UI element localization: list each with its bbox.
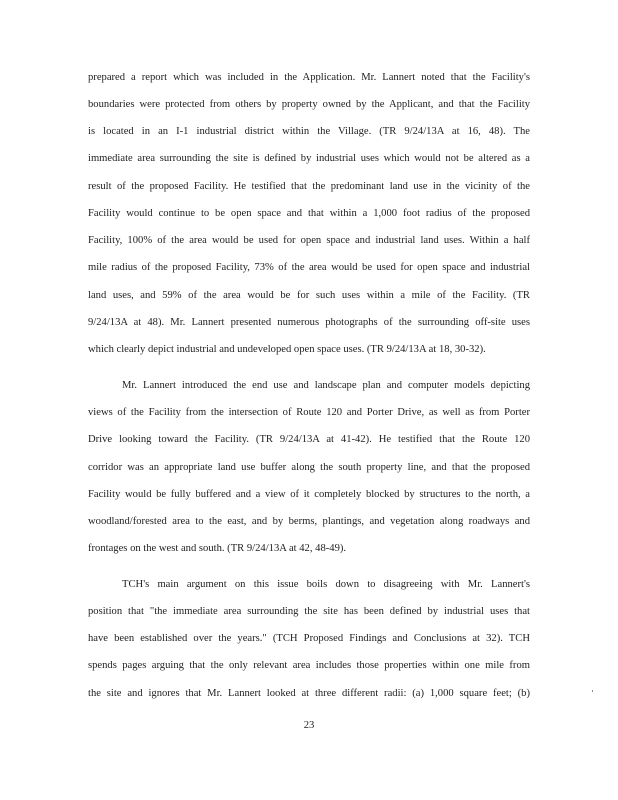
paragraph-1-line-11: which clearly depict industrial and undeveloped open space uses. (TR 9/24/13A at 18, 30-32).	[88, 344, 486, 355]
paragraph-3-line-3: have been established over the years." (TCH Proposed Findings and Conclusions at 32). TCH	[88, 633, 530, 644]
paragraph-2-line-7: frontages on the west and south. (TR 9/24/13A at 42, 48-49).	[88, 543, 347, 554]
paragraph-2-line-5: Facility would be fully buffered and a view of it completely blocked by structures to the north, a	[88, 489, 530, 500]
paragraph-1-line-3: is located in an I-1 industrial district within the Village. (TR 9/24/13A at 16, 48). The	[88, 126, 530, 137]
paragraph-3-line-5: the site and ignores that Mr. Lannert looked at three different radii: (a) 1,000 square feet; (b)	[88, 688, 530, 699]
paragraph-1-line-10: 9/24/13A at 48). Mr. Lannert presented numerous photographs of the surrounding off-site uses	[88, 317, 530, 328]
paragraph-1-line-4: immediate area surrounding the site is defined by industrial uses which would not be altered as a	[88, 153, 530, 164]
paragraph-1-line-6: Facility would continue to be open space and that within a 1,000 foot radius of the proposed	[88, 208, 530, 219]
paragraph-1-line-7: Facility, 100% of the area would be used for open space and industrial land uses. Within a half	[88, 235, 530, 246]
scan-speck	[592, 690, 593, 692]
paragraph-2-line-6: woodland/forested area to the east, and by berms, plantings, and vegetation along roadways and	[88, 516, 530, 527]
page-number: 23	[303, 720, 315, 731]
paragraph-1-line-9: land uses, and 59% of the area would be for such uses within a mile of the Facility. (TR	[88, 290, 530, 301]
paragraph-1-line-2: boundaries were protected from others by property owned by the Applicant, and that the Facility	[88, 99, 530, 110]
paragraph-2-line-2: views of the Facility from the intersection of Route 120 and Porter Drive, as well as from Porter	[88, 407, 530, 418]
paragraph-1-line-8: mile radius of the proposed Facility, 73% of the area would be used for open space and industrial	[88, 262, 530, 273]
paragraph-3-line-2: position that "the immediate area surrounding the site has been defined by industrial uses that	[88, 606, 530, 617]
paragraph-2-line-3: Drive looking toward the Facility. (TR 9/24/13A at 41-42). He testified that the Route 120	[88, 434, 530, 445]
paragraph-2-line-4: corridor was an appropriate land use buffer along the south property line, and that the proposed	[88, 462, 530, 473]
paragraph-2-line-1: Mr. Lannert introduced the end use and landscape plan and computer models depicting	[122, 380, 530, 391]
paragraph-1-line-1: prepared a report which was included in the Application. Mr. Lannert noted that the Facility's	[88, 72, 530, 83]
paragraph-3-line-1: TCH's main argument on this issue boils down to disagreeing with Mr. Lannert's	[122, 579, 530, 590]
paragraph-3-line-4: spends pages arguing that the only relevant area includes those properties within one mile from	[88, 660, 530, 671]
paragraph-1-line-5: result of the proposed Facility. He testified that the predominant land use in the vicinity of the	[88, 181, 530, 192]
